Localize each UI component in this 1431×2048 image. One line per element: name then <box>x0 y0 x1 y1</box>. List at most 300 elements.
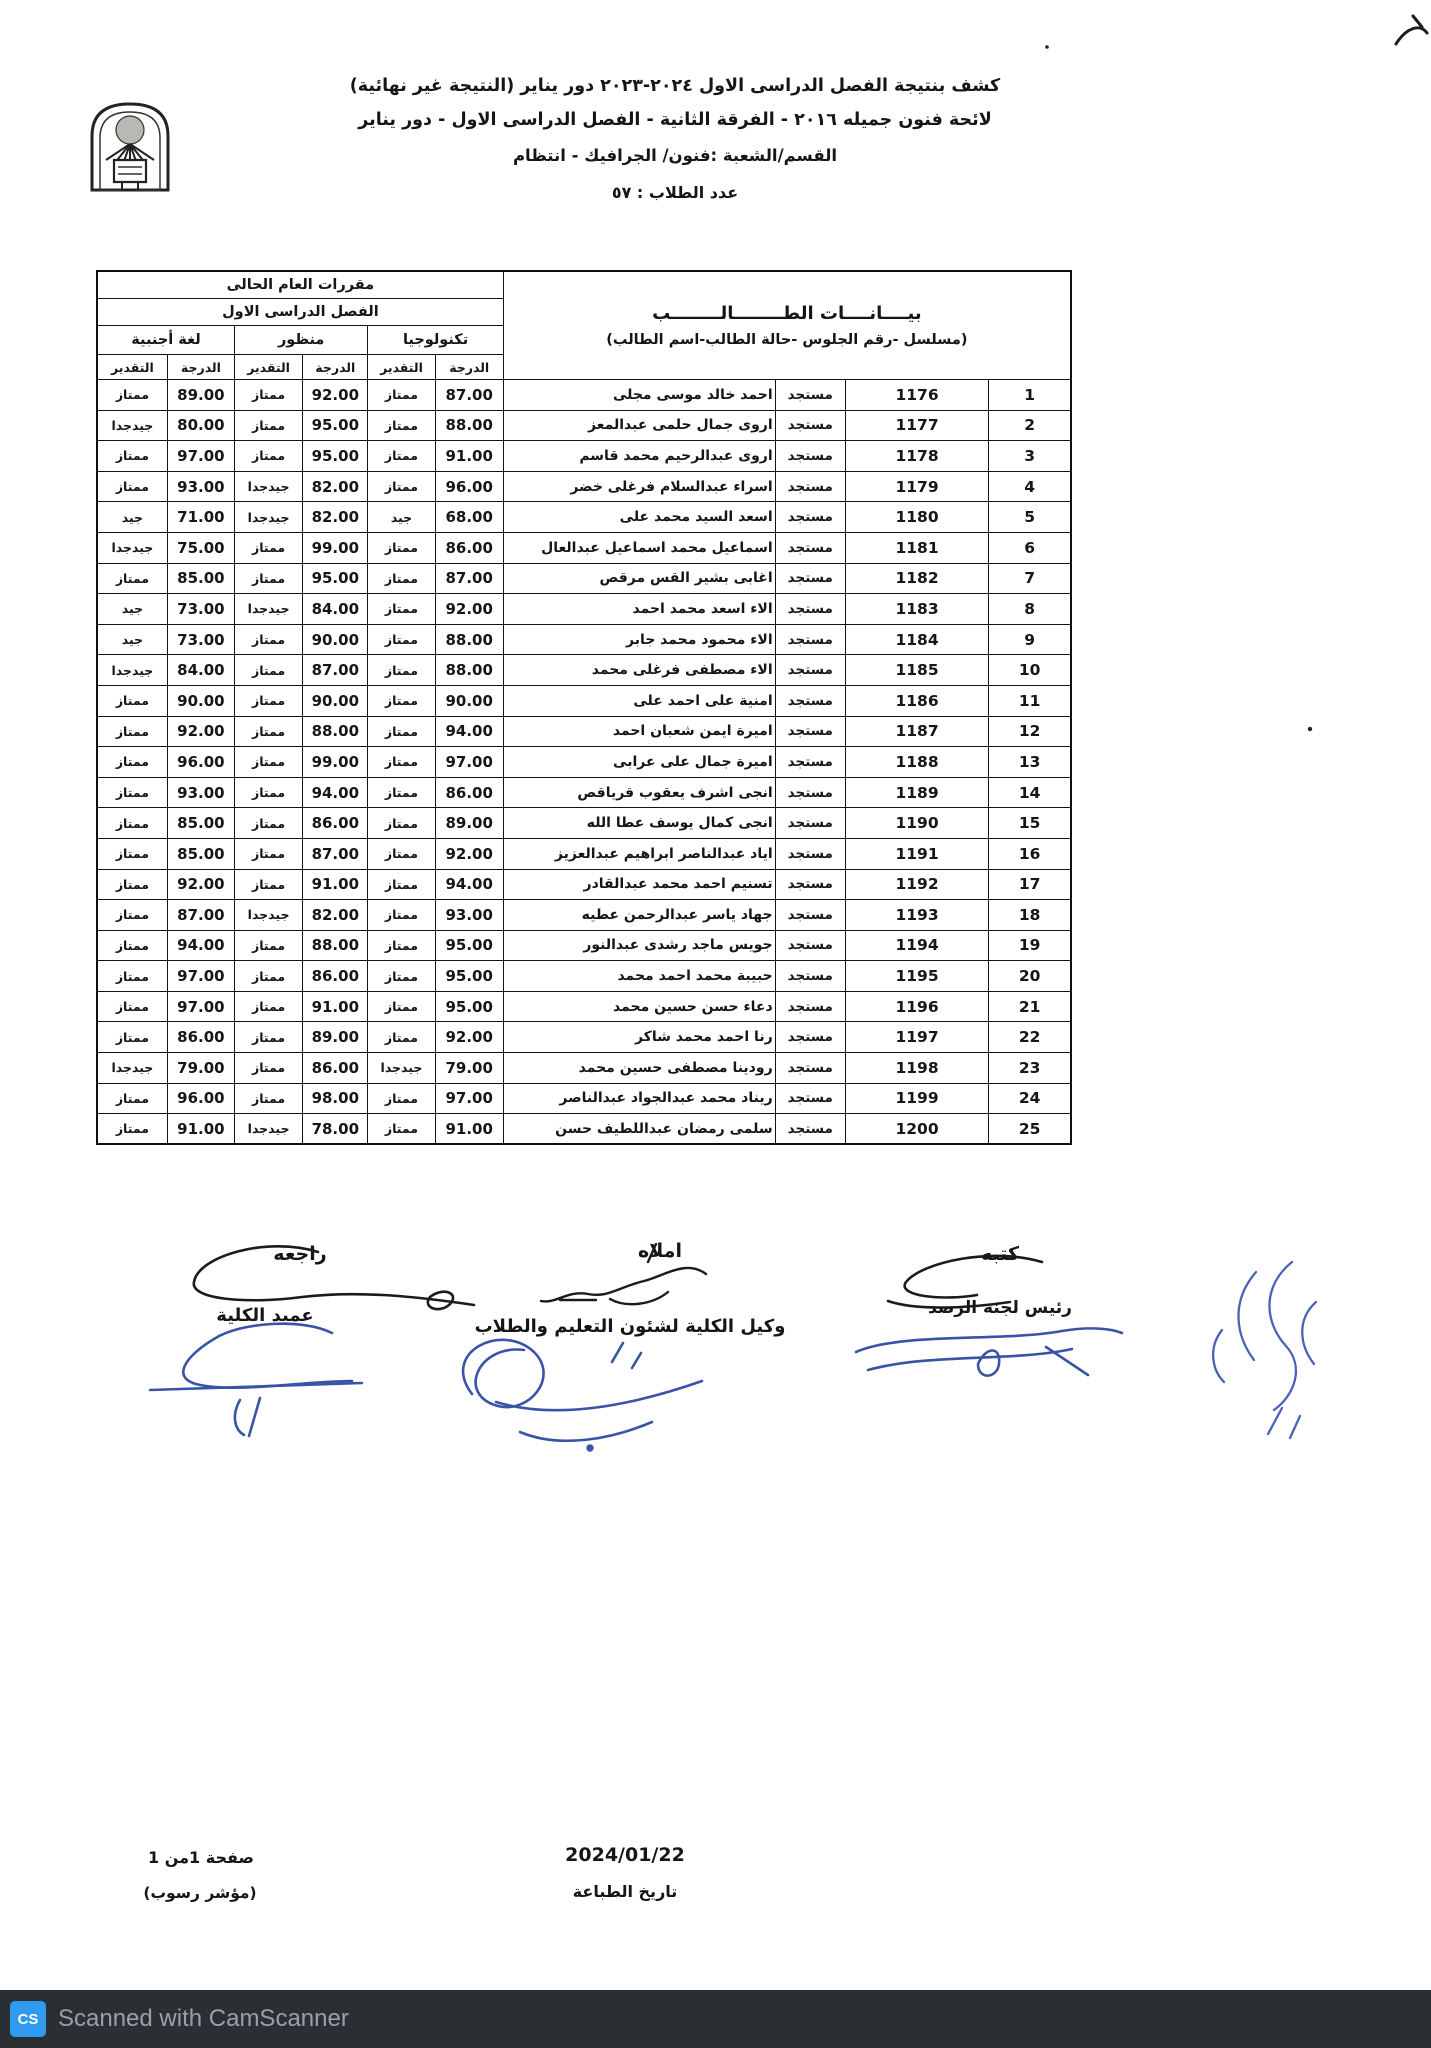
serial-cell: 21 <box>989 991 1071 1022</box>
status-cell: مستجد <box>775 1083 845 1114</box>
student-data-title: بيــــانــــات الطــــــــالــــــــب <box>652 303 922 324</box>
perspective-grade-cell: ممتاز <box>235 380 303 411</box>
technology-grade-cell: ممتاز <box>368 900 435 931</box>
grade-label: التقدير <box>368 355 435 380</box>
perspective-grade-cell: ممتاز <box>235 563 303 594</box>
language-grade-cell: ممتاز <box>97 900 167 931</box>
status-cell: مستجد <box>775 532 845 563</box>
seat-number-cell: 1200 <box>845 1114 988 1145</box>
table-row <box>97 1053 1071 1084</box>
language-score-cell: 92.00 <box>167 716 234 747</box>
table-row <box>97 471 1071 502</box>
table-row <box>97 685 1071 716</box>
table-row <box>97 563 1071 594</box>
language-score-cell: 84.00 <box>167 655 234 686</box>
technology-score-cell: 92.00 <box>435 594 503 625</box>
serial-cell: 2 <box>989 410 1071 441</box>
language-score-cell: 97.00 <box>167 961 234 992</box>
student-name-cell: الاء اسعد محمد احمد <box>503 594 775 625</box>
status-cell: مستجد <box>775 716 845 747</box>
table-row <box>97 410 1071 441</box>
seat-number-cell: 1193 <box>845 900 988 931</box>
print-date-label: تاريخ الطباعة <box>572 1882 678 1901</box>
status-cell: مستجد <box>775 502 845 533</box>
language-score-cell: 94.00 <box>167 930 234 961</box>
status-cell: مستجد <box>775 624 845 655</box>
technology-grade-cell: ممتاز <box>368 410 435 441</box>
seat-number-cell: 1190 <box>845 808 988 839</box>
language-grade-cell: ممتاز <box>97 716 167 747</box>
student-name-cell: اروى جمال حلمى عبدالمعز <box>503 410 775 441</box>
seat-number-cell: 1197 <box>845 1022 988 1053</box>
language-score-cell: 90.00 <box>167 685 234 716</box>
subject-foreign-language: لغة أجنبية <box>97 326 235 355</box>
table-row <box>97 624 1071 655</box>
student-name-cell: اسراء عبدالسلام فرغلى خضر <box>503 471 775 502</box>
status-cell: مستجد <box>775 563 845 594</box>
technology-score-cell: 88.00 <box>435 655 503 686</box>
language-score-cell: 93.00 <box>167 777 234 808</box>
technology-grade-cell: ممتاز <box>368 777 435 808</box>
status-cell: مستجد <box>775 808 845 839</box>
perspective-score-cell: 84.00 <box>303 594 368 625</box>
student-data-header <box>503 271 1071 380</box>
technology-grade-cell: ممتاز <box>368 1022 435 1053</box>
technology-score-cell: 94.00 <box>435 716 503 747</box>
table-row <box>97 594 1071 625</box>
serial-cell: 24 <box>989 1083 1071 1114</box>
sheet-title: كشف بنتيجة الفصل الدراسى الاول ٢٠٢٤-٢٠٢٣ دور يناير (النتيجة غير نهائية) <box>349 76 1001 96</box>
language-score-cell: 79.00 <box>167 1053 234 1084</box>
language-score-cell: 96.00 <box>167 1083 234 1114</box>
language-grade-cell: ممتاز <box>97 777 167 808</box>
technology-score-cell: 88.00 <box>435 410 503 441</box>
table-row <box>97 532 1071 563</box>
reviewed-by-label: راجعه <box>273 1243 327 1265</box>
student-name-cell: اغابى بشير القس مرقص <box>503 563 775 594</box>
perspective-grade-cell: جيدجدا <box>235 1114 303 1145</box>
perspective-grade-cell: ممتاز <box>235 1053 303 1084</box>
technology-score-cell: 86.00 <box>435 777 503 808</box>
status-cell: مستجد <box>775 1053 845 1084</box>
language-score-cell: 93.00 <box>167 471 234 502</box>
language-score-cell: 92.00 <box>167 869 234 900</box>
status-cell: مستجد <box>775 747 845 778</box>
technology-grade-cell: جيدجدا <box>368 1053 435 1084</box>
perspective-grade-cell: ممتاز <box>235 716 303 747</box>
serial-cell: 18 <box>989 900 1071 931</box>
score-label: الدرجة <box>303 355 368 380</box>
perspective-grade-cell: ممتاز <box>235 1022 303 1053</box>
status-cell: مستجد <box>775 930 845 961</box>
technology-score-cell: 87.00 <box>435 380 503 411</box>
perspective-score-cell: 90.00 <box>303 685 368 716</box>
perspective-score-cell: 95.00 <box>303 410 368 441</box>
monitor-committee-signature <box>856 1328 1122 1375</box>
technology-grade-cell: ممتاز <box>368 532 435 563</box>
status-cell: مستجد <box>775 777 845 808</box>
language-score-cell: 75.00 <box>167 532 234 563</box>
perspective-score-cell: 82.00 <box>303 900 368 931</box>
student-name-cell: انجى كمال يوسف عطا الله <box>503 808 775 839</box>
language-grade-cell: ممتاز <box>97 808 167 839</box>
serial-cell: 20 <box>989 961 1071 992</box>
written-by-label: كتبه <box>980 1243 1020 1265</box>
perspective-grade-cell: ممتاز <box>235 808 303 839</box>
perspective-score-cell: 87.00 <box>303 838 368 869</box>
language-grade-cell: ممتاز <box>97 1083 167 1114</box>
perspective-grade-cell: ممتاز <box>235 991 303 1022</box>
table-row <box>97 900 1071 931</box>
technology-score-cell: 86.00 <box>435 532 503 563</box>
subject-perspective: منظور <box>235 326 368 355</box>
table-row <box>97 991 1071 1022</box>
technology-grade-cell: ممتاز <box>368 747 435 778</box>
scan-artifact <box>1308 727 1312 731</box>
technology-grade-cell: ممتاز <box>368 471 435 502</box>
seat-number-cell: 1187 <box>845 716 988 747</box>
technology-grade-cell: ممتاز <box>368 930 435 961</box>
score-label: الدرجة <box>167 355 234 380</box>
table-row <box>97 1114 1071 1145</box>
language-score-cell: 97.00 <box>167 441 234 472</box>
stamp-scribble <box>1213 1262 1316 1438</box>
student-name-cell: رنا احمد محمد شاكر <box>503 1022 775 1053</box>
perspective-score-cell: 95.00 <box>303 563 368 594</box>
language-score-cell: 87.00 <box>167 900 234 931</box>
serial-cell: 13 <box>989 747 1071 778</box>
serial-cell: 25 <box>989 1114 1071 1145</box>
language-grade-cell: ممتاز <box>97 563 167 594</box>
technology-grade-cell: ممتاز <box>368 1114 435 1145</box>
technology-grade-cell: ممتاز <box>368 1083 435 1114</box>
language-grade-cell: ممتاز <box>97 1022 167 1053</box>
student-name-cell: جهاد ياسر عبدالرحمن عطيه <box>503 900 775 931</box>
table-row <box>97 380 1071 411</box>
seat-number-cell: 1182 <box>845 563 988 594</box>
status-cell: مستجد <box>775 380 845 411</box>
seat-number-cell: 1178 <box>845 441 988 472</box>
student-name-cell: دعاء حسن حسين محمد <box>503 991 775 1022</box>
language-grade-cell: جيدجدا <box>97 532 167 563</box>
page-info: صفحة 1من 1 <box>148 1848 254 1867</box>
language-score-cell: 73.00 <box>167 624 234 655</box>
technology-score-cell: 96.00 <box>435 471 503 502</box>
language-grade-cell: جيدجدا <box>97 1053 167 1084</box>
grade-label: التقدير <box>97 355 167 380</box>
serial-cell: 23 <box>989 1053 1071 1084</box>
serial-cell: 9 <box>989 624 1071 655</box>
serial-cell: 11 <box>989 685 1071 716</box>
language-score-cell: 73.00 <box>167 594 234 625</box>
student-name-cell: الاء مصطفى فرغلى محمد <box>503 655 775 686</box>
technology-score-cell: 88.00 <box>435 624 503 655</box>
serial-cell: 15 <box>989 808 1071 839</box>
written-by-title: رئيس لجنة الرصد <box>928 1298 1072 1318</box>
language-grade-cell: ممتاز <box>97 380 167 411</box>
perspective-grade-cell: ممتاز <box>235 685 303 716</box>
perspective-score-cell: 99.00 <box>303 532 368 563</box>
language-score-cell: 91.00 <box>167 1114 234 1145</box>
serial-cell: 16 <box>989 838 1071 869</box>
perspective-score-cell: 88.00 <box>303 716 368 747</box>
current-year-header: مقررات العام الحالى <box>97 271 503 299</box>
table-row <box>97 961 1071 992</box>
seat-number-cell: 1194 <box>845 930 988 961</box>
technology-grade-cell: ممتاز <box>368 655 435 686</box>
student-name-cell: احمد خالد موسى مجلى <box>503 380 775 411</box>
technology-score-cell: 97.00 <box>435 747 503 778</box>
perspective-score-cell: 78.00 <box>303 1114 368 1145</box>
perspective-score-cell: 91.00 <box>303 991 368 1022</box>
status-cell: مستجد <box>775 838 845 869</box>
serial-cell: 17 <box>989 869 1071 900</box>
student-name-cell: اياد عبدالناصر ابراهيم عبدالعزيز <box>503 838 775 869</box>
table-row <box>97 747 1071 778</box>
technology-grade-cell: ممتاز <box>368 838 435 869</box>
reviewed-by-title: عميد الكلية <box>216 1305 314 1326</box>
language-score-cell: 85.00 <box>167 838 234 869</box>
regulation-line: لائحة فنون جميله ٢٠١٦ - الفرقة الثانية - الفصل الدراسى الاول - دور يناير <box>358 110 992 130</box>
status-cell: مستجد <box>775 991 845 1022</box>
student-name-cell: ريناد محمد عبدالجواد عبدالناصر <box>503 1083 775 1114</box>
students-count: عدد الطلاب : ٥٧ <box>611 183 739 202</box>
seat-number-cell: 1198 <box>845 1053 988 1084</box>
student-name-cell: الاء محمود محمد جابر <box>503 624 775 655</box>
table-row <box>97 655 1071 686</box>
perspective-grade-cell: ممتاز <box>235 624 303 655</box>
perspective-score-cell: 92.00 <box>303 380 368 411</box>
camscanner-logo-icon: CS <box>10 2001 46 2037</box>
dictated-by-title: وكيل الكلية لشئون التعليم والطلاب <box>474 1316 786 1337</box>
perspective-score-cell: 91.00 <box>303 869 368 900</box>
scan-artifact <box>1045 45 1049 49</box>
status-cell: مستجد <box>775 961 845 992</box>
page-note: (مؤشر رسوب) <box>143 1884 257 1902</box>
perspective-grade-cell: جيدجدا <box>235 471 303 502</box>
language-grade-cell: جيد <box>97 624 167 655</box>
seat-number-cell: 1199 <box>845 1083 988 1114</box>
table-row <box>97 716 1071 747</box>
serial-cell: 5 <box>989 502 1071 533</box>
results-body <box>97 380 1071 1145</box>
student-name-cell: انجى اشرف يعقوب قرياقص <box>503 777 775 808</box>
seat-number-cell: 1176 <box>845 380 988 411</box>
student-name-cell: اميرة جمال على عرابى <box>503 747 775 778</box>
status-cell: مستجد <box>775 471 845 502</box>
student-name-cell: جويس ماجد رشدى عبدالنور <box>503 930 775 961</box>
serial-cell: 12 <box>989 716 1071 747</box>
status-cell: مستجد <box>775 1114 845 1145</box>
seat-number-cell: 1192 <box>845 869 988 900</box>
technology-grade-cell: ممتاز <box>368 869 435 900</box>
language-grade-cell: ممتاز <box>97 685 167 716</box>
perspective-grade-cell: جيدجدا <box>235 594 303 625</box>
seat-number-cell: 1184 <box>845 624 988 655</box>
language-score-cell: 96.00 <box>167 747 234 778</box>
seat-number-cell: 1186 <box>845 685 988 716</box>
table-row <box>97 1083 1071 1114</box>
language-grade-cell: ممتاز <box>97 471 167 502</box>
language-grade-cell: ممتاز <box>97 838 167 869</box>
student-name-cell: اسعد السيد محمد على <box>503 502 775 533</box>
serial-cell: 14 <box>989 777 1071 808</box>
university-logo <box>84 96 176 196</box>
perspective-score-cell: 94.00 <box>303 777 368 808</box>
technology-grade-cell: ممتاز <box>368 991 435 1022</box>
student-name-cell: حبيبة محمد احمد محمد <box>503 961 775 992</box>
status-cell: مستجد <box>775 869 845 900</box>
technology-score-cell: 92.00 <box>435 838 503 869</box>
technology-score-cell: 91.00 <box>435 1114 503 1145</box>
perspective-grade-cell: ممتاز <box>235 838 303 869</box>
technology-score-cell: 87.00 <box>435 563 503 594</box>
technology-grade-cell: ممتاز <box>368 624 435 655</box>
serial-cell: 8 <box>989 594 1071 625</box>
language-score-cell: 80.00 <box>167 410 234 441</box>
language-grade-cell: ممتاز <box>97 930 167 961</box>
seat-number-cell: 1179 <box>845 471 988 502</box>
student-name-cell: سلمى رمضان عبداللطيف حسن <box>503 1114 775 1145</box>
seat-number-cell: 1177 <box>845 410 988 441</box>
seat-number-cell: 1189 <box>845 777 988 808</box>
perspective-grade-cell: جيدجدا <box>235 900 303 931</box>
perspective-score-cell: 95.00 <box>303 441 368 472</box>
status-cell: مستجد <box>775 685 845 716</box>
serial-cell: 3 <box>989 441 1071 472</box>
department-line: القسم/الشعبة :فنون/ الجرافيك - انتظام <box>512 146 838 165</box>
technology-score-cell: 90.00 <box>435 685 503 716</box>
language-grade-cell: ممتاز <box>97 869 167 900</box>
language-grade-cell: جيد <box>97 502 167 533</box>
scan-artifact <box>1396 16 1427 44</box>
seat-number-cell: 1195 <box>845 961 988 992</box>
perspective-score-cell: 89.00 <box>303 1022 368 1053</box>
technology-grade-cell: ممتاز <box>368 961 435 992</box>
student-name-cell: امنية على احمد على <box>503 685 775 716</box>
technology-grade-cell: ممتاز <box>368 685 435 716</box>
student-name-cell: اميرة ايمن شعبان احمد <box>503 716 775 747</box>
language-grade-cell: ممتاز <box>97 747 167 778</box>
seat-number-cell: 1183 <box>845 594 988 625</box>
language-grade-cell: ممتاز <box>97 441 167 472</box>
camscanner-text: Scanned with CamScanner <box>58 2005 349 2032</box>
language-score-cell: 86.00 <box>167 1022 234 1053</box>
perspective-grade-cell: ممتاز <box>235 930 303 961</box>
status-cell: مستجد <box>775 594 845 625</box>
technology-score-cell: 89.00 <box>435 808 503 839</box>
technology-grade-cell: جيد <box>368 502 435 533</box>
technology-score-cell: 92.00 <box>435 1022 503 1053</box>
perspective-grade-cell: ممتاز <box>235 410 303 441</box>
perspective-grade-cell: ممتاز <box>235 1083 303 1114</box>
language-score-cell: 85.00 <box>167 563 234 594</box>
dictated-by-label: املاه <box>638 1240 682 1262</box>
technology-grade-cell: ممتاز <box>368 563 435 594</box>
perspective-score-cell: 86.00 <box>303 1053 368 1084</box>
technology-score-cell: 68.00 <box>435 502 503 533</box>
technology-score-cell: 95.00 <box>435 991 503 1022</box>
status-cell: مستجد <box>775 655 845 686</box>
perspective-grade-cell: ممتاز <box>235 869 303 900</box>
perspective-score-cell: 82.00 <box>303 471 368 502</box>
status-cell: مستجد <box>775 900 845 931</box>
seat-number-cell: 1180 <box>845 502 988 533</box>
technology-grade-cell: ممتاز <box>368 716 435 747</box>
perspective-grade-cell: ممتاز <box>235 777 303 808</box>
language-grade-cell: جيدجدا <box>97 655 167 686</box>
language-score-cell: 71.00 <box>167 502 234 533</box>
student-name-cell: اسماعيل محمد اسماعيل عبدالعال <box>503 532 775 563</box>
student-name-cell: اروى عبدالرحيم محمد قاسم <box>503 441 775 472</box>
serial-cell: 6 <box>989 532 1071 563</box>
status-cell: مستجد <box>775 441 845 472</box>
technology-score-cell: 95.00 <box>435 930 503 961</box>
technology-score-cell: 94.00 <box>435 869 503 900</box>
perspective-score-cell: 99.00 <box>303 747 368 778</box>
perspective-score-cell: 82.00 <box>303 502 368 533</box>
language-grade-cell: ممتاز <box>97 961 167 992</box>
serial-cell: 7 <box>989 563 1071 594</box>
serial-cell: 22 <box>989 1022 1071 1053</box>
perspective-score-cell: 86.00 <box>303 961 368 992</box>
seat-number-cell: 1191 <box>845 838 988 869</box>
seat-number-cell: 1196 <box>845 991 988 1022</box>
serial-cell: 10 <box>989 655 1071 686</box>
table-row <box>97 808 1071 839</box>
language-score-cell: 85.00 <box>167 808 234 839</box>
table-row <box>97 777 1071 808</box>
semester-header: الفصل الدراسى الاول <box>97 299 503 326</box>
perspective-score-cell: 88.00 <box>303 930 368 961</box>
perspective-grade-cell: ممتاز <box>235 747 303 778</box>
technology-score-cell: 93.00 <box>435 900 503 931</box>
table-row <box>97 502 1071 533</box>
language-grade-cell: ممتاز <box>97 1114 167 1145</box>
score-label: الدرجة <box>435 355 503 380</box>
technology-score-cell: 79.00 <box>435 1053 503 1084</box>
perspective-grade-cell: ممتاز <box>235 532 303 563</box>
technology-score-cell: 97.00 <box>435 1083 503 1114</box>
serial-cell: 4 <box>989 471 1071 502</box>
technology-score-cell: 95.00 <box>435 961 503 992</box>
language-grade-cell: جيد <box>97 594 167 625</box>
student-name-cell: تسنيم احمد محمد عبدالقادر <box>503 869 775 900</box>
subject-technology: تكنولوجيا <box>368 326 503 355</box>
technology-score-cell: 91.00 <box>435 441 503 472</box>
language-grade-cell: جيدجدا <box>97 410 167 441</box>
language-score-cell: 97.00 <box>167 991 234 1022</box>
table-row <box>97 1022 1071 1053</box>
student-data-subtitle: (مسلسل -رقم الجلوس -حالة الطالب-اسم الطالب) <box>606 332 968 348</box>
table-row <box>97 838 1071 869</box>
perspective-grade-cell: ممتاز <box>235 961 303 992</box>
perspective-grade-cell: ممتاز <box>235 441 303 472</box>
serial-cell: 1 <box>989 380 1071 411</box>
seat-number-cell: 1188 <box>845 747 988 778</box>
grade-label: التقدير <box>235 355 303 380</box>
perspective-score-cell: 90.00 <box>303 624 368 655</box>
technology-grade-cell: ممتاز <box>368 594 435 625</box>
perspective-score-cell: 86.00 <box>303 808 368 839</box>
table-row <box>97 930 1071 961</box>
perspective-grade-cell: جيدجدا <box>235 502 303 533</box>
status-cell: مستجد <box>775 1022 845 1053</box>
technology-grade-cell: ممتاز <box>368 441 435 472</box>
language-score-cell: 89.00 <box>167 380 234 411</box>
dean-signature <box>150 1324 362 1436</box>
technology-grade-cell: ممتاز <box>368 380 435 411</box>
